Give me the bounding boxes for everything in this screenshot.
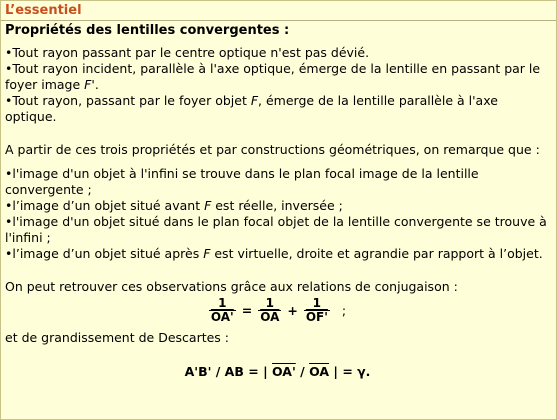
property-item: • Tout rayon incident, parallèle à l'axe optique, émerge de la lentille en passant par le foyer image F'. xyxy=(5,61,550,93)
intro-paragraph: A partir de ces trois propriétés et par constructions géométriques, on remarque que : xyxy=(5,142,540,157)
remark-item: • l’image d’un objet situé avant F est réelle, inversée ; xyxy=(5,198,550,214)
property-item: • Tout rayon passant par le centre optique n'est pas dévié. xyxy=(5,45,550,61)
fraction-mid: $\frac{1}{OA}$ xyxy=(260,296,280,324)
remark-item: • l'image d'un objet à l'infini se trouve dans le plan focal image de la lentille convergente ; xyxy=(5,166,550,198)
conjugation-formula: $\frac{1}{OA'}$ = $\frac{1}{OA}$ + $\frac{1}{OF'}$ ; xyxy=(210,296,347,324)
section-heading: Propriétés des lentilles convergentes : xyxy=(5,23,290,38)
panel-title: L’essentiel xyxy=(5,3,82,18)
magnification-intro: et de grandissement de Descartes : xyxy=(5,330,229,345)
magnification-formula: A'B' / AB = | OA' / $\overline{OA}$ | = γ. xyxy=(184,364,371,379)
remark-item: • l’image d’un objet situé après F est virtuelle, droite et agrandie par rapport à l’objet. xyxy=(5,246,550,262)
panel-content xyxy=(5,23,550,380)
remark-item: • l'image d'un objet situé dans le plan focal objet de la lentille convergente se trouve à l'infini ; xyxy=(5,214,550,246)
fraction-right: $\frac{1}{OF'}$ xyxy=(305,296,328,324)
title-divider xyxy=(1,20,556,21)
property-item: • Tout rayon, passant par le foyer objet F, émerge de la lentille parallèle à l'axe optique. xyxy=(5,93,550,125)
fraction-left: $\frac{1}{OA'}$ xyxy=(210,296,234,324)
conjugation-intro: On peut retrouver ces observations grâce aux relations de conjugaison : xyxy=(5,279,458,294)
